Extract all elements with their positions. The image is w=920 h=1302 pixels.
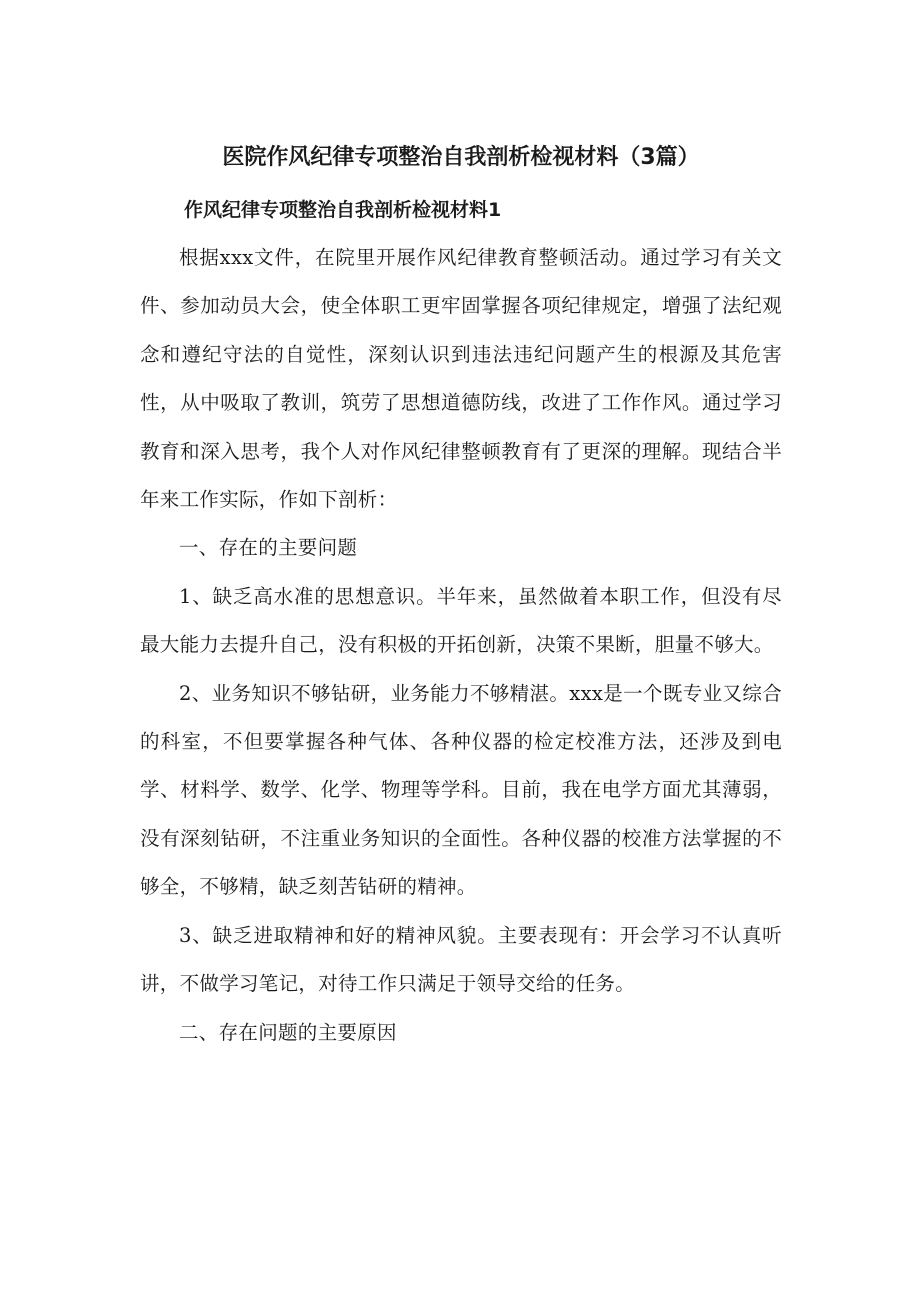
paragraph-intro: 根据xxx文件，在院里开展作风纪律教育整顿活动。通过学习有关文件、参加动员大会，使全体职工更牢固掌握各项纪律规定，增强了法纪观念和遵纪守法的自觉性，深刻认识到违法违纪问题产生的根源及其危害性，从中吸取了教训，筑劳了思想道德防线，改进了工作作风。通过学习教育和深入思考，我个人对作风纪律整顿教育有了更深的理解。现结合半年来工作实际，作如下剖析： <box>140 246 782 512</box>
paragraph-problem-1: 1、缺乏高水准的思想意识。半年来，虽然做着本职工作，但没有尽最大能力去提升自己，没有积极的开拓创新，决策不果断，胆量不够大。 <box>140 584 782 657</box>
section-title: 作风纪律专项整治自我剖析检视材料1 <box>184 199 502 221</box>
document-body <box>140 234 782 1057</box>
paragraph-problem-3: 3、缺乏进取精神和好的精神风貌。主要表现有：开会学习不认真听讲，不做学习笔记，对待工作只满足于领导交给的任务。 <box>140 923 782 996</box>
document-title: 医院作风纪律专项整治自我剖析检视材料（3篇） <box>222 145 700 170</box>
heading-main-causes: 二、存在问题的主要原因 <box>179 1020 397 1044</box>
paragraph-problem-2: 2、业务知识不够钻研，业务能力不够精湛。xxx是一个既专业又综合的科室，不但要掌握各种气体、各种仪器的检定校准方法，还涉及到电学、材料学、数学、化学、物理等学科。目前，我在电学方面尤其薄弱，没有深刻钻研，不注重业务知识的全面性。各种仪器的校准方法掌握的不够全，不够精，缺乏刻苦钻研的精神。 <box>140 681 782 899</box>
heading-main-problems: 一、存在的主要问题 <box>179 536 358 560</box>
